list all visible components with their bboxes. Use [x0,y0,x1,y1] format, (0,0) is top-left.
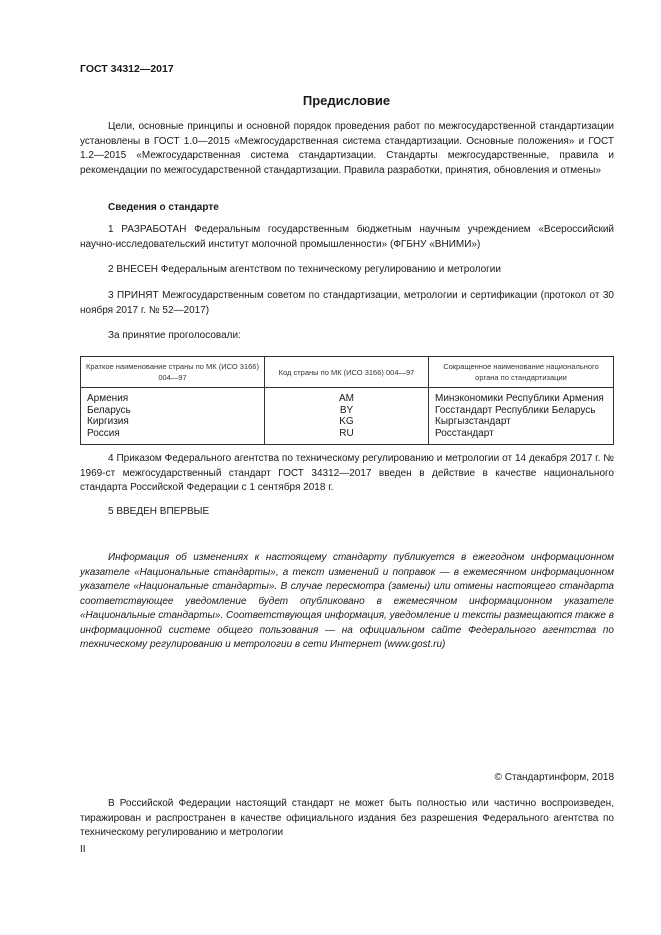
standard-code: ГОСТ 34312—2017 [80,63,174,75]
table-header-code: Код страны по МК (ИСО 3166) 004—97 [265,357,429,388]
item-3-adopted: 3 ПРИНЯТ Межгосударственным советом по стандартизации, метрологии и сертификации (протокол от 30 ноября 2017 г. № 52—2017) [80,290,614,316]
table-header-row [81,357,614,388]
country-code: BY [265,405,429,417]
intro-paragraph: Цели, основные принципы и основной порядок проведения работ по межгосударственной стандартизации установлены в ГОСТ 1.0—2015 «Межгосударственная система стандартизации. Основные положения» и ГОСТ 1.2—2015 «Межгосударственная система стандартизации. Стандарты межгосударственные, правила и рекомендации по межгосударственной стандартизации. Правила разработки, принятия, обновления и отмены» [80,121,614,176]
country-code: KG [265,416,429,428]
standards-body: Госстандарт Республики Беларусь [429,405,614,417]
table-row [81,405,614,417]
table-header-body: Сокращенное наименование национального органа по стандартизации [429,357,614,388]
country-code: AM [265,388,429,405]
item-1-developed: 1 РАЗРАБОТАН Федеральным государственным бюджетным научным учреждением «Всероссийский научно-исследовательский институт молочной промышленности» (ФГБНУ «ВНИМИ») [80,224,614,250]
item-5-first-introduced: 5 ВВЕДЕН ВПЕРВЫЕ [108,506,210,517]
table-header-country: Краткое наименование страны по МК (ИСО 3166) 004—97 [81,357,265,388]
table-row [81,428,614,445]
countries-table [80,356,614,445]
country-name: Киргизия [81,416,265,428]
amendments-info-note: Информация об изменениях к настоящему стандарту публикуется в ежегодном информационном указателе «Национальные стандарты», а текст изменений и поправок — в ежемесячном информационном указателе «Национальные стандарты». В случае пересмотра (замены) или отмены настоящего стандарта соответствующее уведомление будет опубликовано в ежемесячном информационном указателе «Национальные стандарты». Соответствующая информация, уведомление и тексты размещаются также в информационной системе общего пользования — на официальном сайте Федерального агентства по техническому регулированию и метрологии в сети Интернет (www.gost.ru) [80,552,614,650]
standards-body: Минэкономики Республики Армения [429,388,614,405]
country-name: Беларусь [81,405,265,417]
voted-label: За принятие проголосовали: [108,330,241,341]
country-code: RU [265,428,429,445]
section-heading: Сведения о стандарте [108,202,219,213]
page-title: Предисловие [302,93,391,108]
table-row [81,416,614,428]
item-4-enacted: 4 Приказом Федерального агентства по техническому регулированию и метрологии от 14 декабря 2017 г. № 1969-ст межгосударственный стандарт ГОСТ 34312—2017 введен в действие в качестве национального стандарта Российской Федерации с 1 сентября 2018 г. [80,453,614,493]
standards-body: Кыргызстандарт [429,416,614,428]
table-row [81,388,614,405]
page-number: II [80,844,86,855]
copyright-notice: © Стандартинформ, 2018 [494,772,614,783]
legal-notice: В Российской Федерации настоящий стандарт не может быть полностью или частично воспроизведен, тиражирован и распространен в качестве официального издания без разрешения Федерального агентства по техническому регулированию и метрологии [80,798,614,838]
standards-body: Росстандарт [429,428,614,445]
country-name: Россия [81,428,265,445]
country-name: Армения [81,388,265,405]
item-2-introduced: 2 ВНЕСЕН Федеральным агентством по техническому регулированию и метрологии [108,264,501,275]
